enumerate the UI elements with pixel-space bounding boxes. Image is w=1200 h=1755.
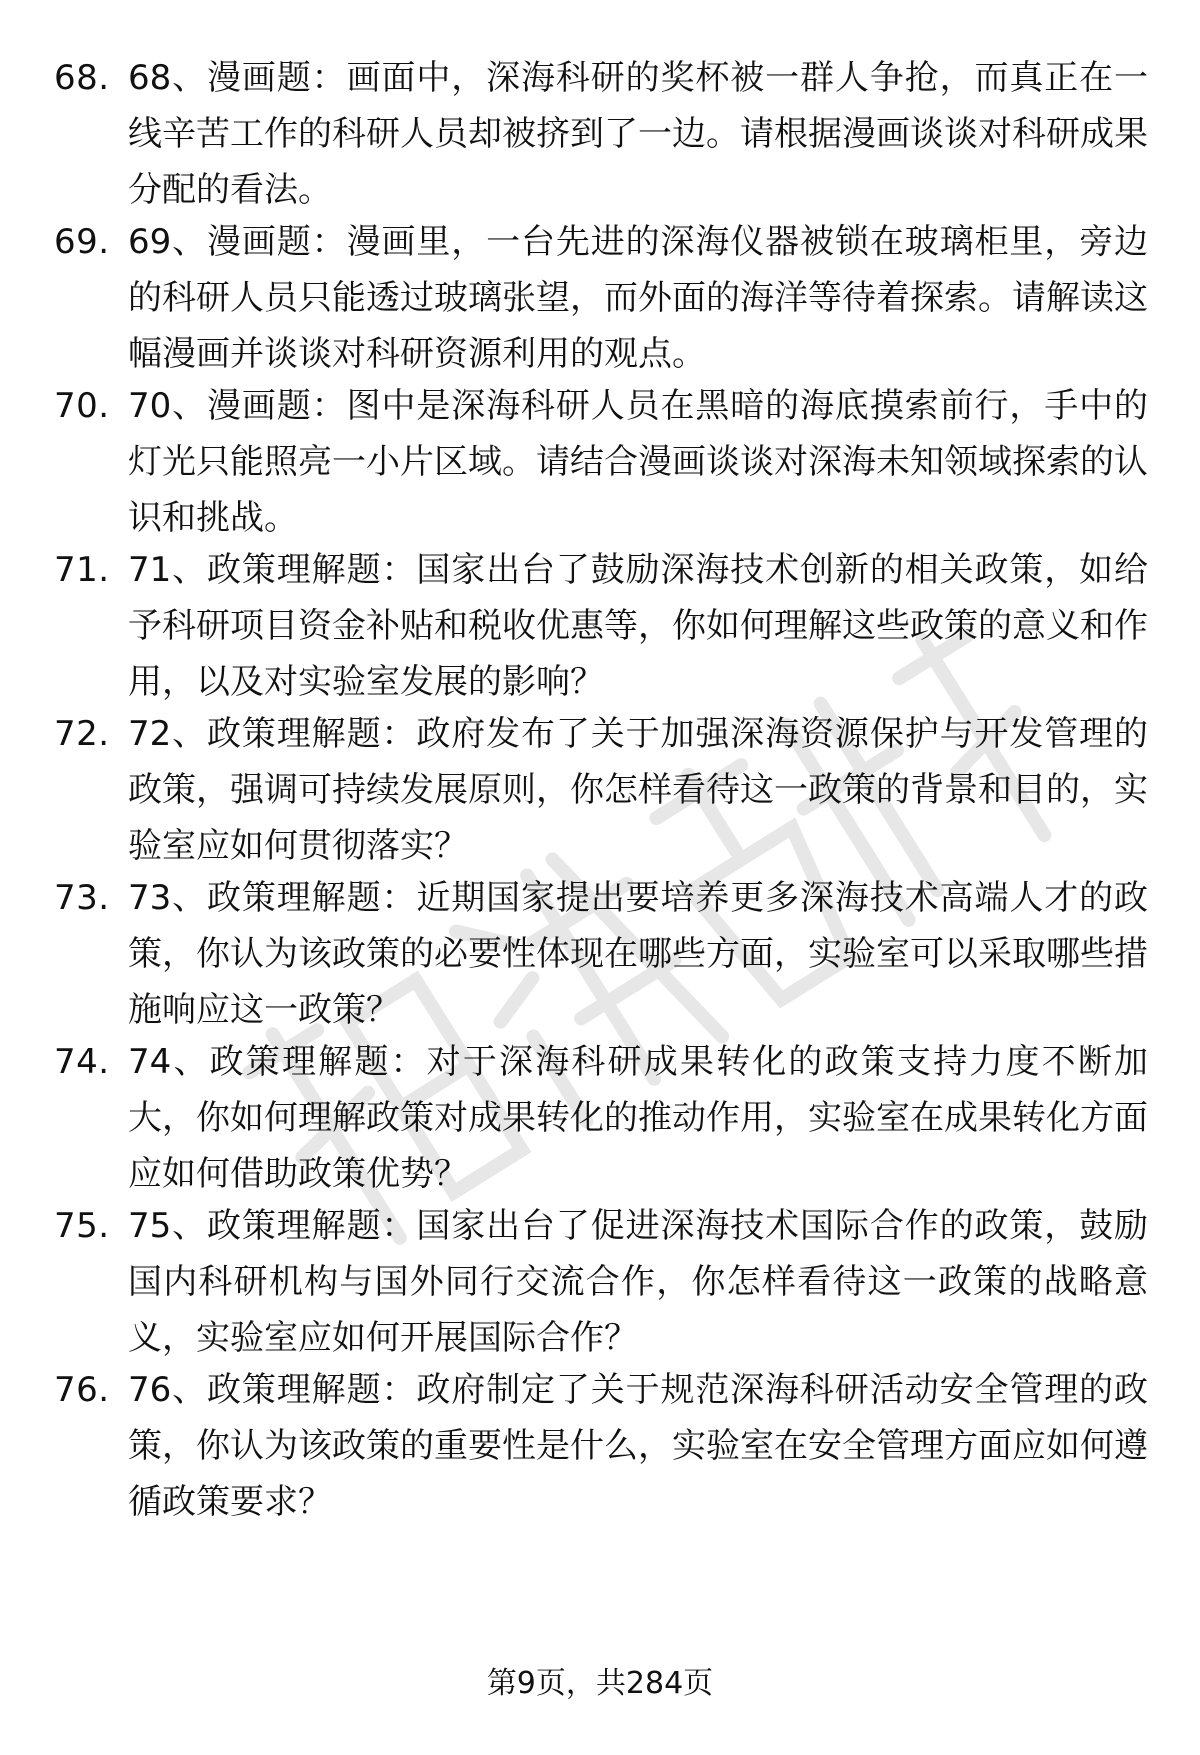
question-text: 70、漫画题：图中是深海科研人员在黑暗的海底摸索前行，手中的灯光只能照亮一小片区域。请结合漫画谈谈对深海未知领域探索的认识和挑战。 <box>128 386 1148 538</box>
question-number: 75. <box>54 1206 110 1246</box>
question-text: 76、政策理解题：政府制定了关于规范深海科研活动安全管理的政策，你认为该政策的重要性是什么，实验室在安全管理方面应如何遵循政策要求？ <box>128 1370 1148 1522</box>
question-text: 75、政策理解题：国家出台了促进深海技术国际合作的政策，鼓励国内科研机构与国外同行交流合作，你怎样看待这一政策的战略意义，实验室应如何开展国际合作？ <box>128 1206 1148 1358</box>
question-text: 73、政策理解题：近期国家提出要培养更多深海技术高端人才的政策，你认为该政策的必要性体现在哪些方面，实验室可以采取哪些措施响应这一政策？ <box>128 878 1148 1030</box>
question-number: 71. <box>54 550 110 590</box>
question-number: 72. <box>54 714 110 754</box>
question-number: 76. <box>54 1370 110 1410</box>
question-number: 73. <box>54 878 110 918</box>
page-footer: 第9页，共284页 <box>486 1666 714 1701</box>
question-text: 68、漫画题：画面中，深海科研的奖杯被一群人争抢，而真正在一线辛苦工作的科研人员却被挤到了一边。请根据漫画谈谈对科研成果分配的看法。 <box>128 58 1148 210</box>
question-text: 72、政策理解题：政府发布了关于加强深海资源保护与开发管理的政策，强调可持续发展原则，你怎样看待这一政策的背景和目的，实验室应如何贯彻落实？ <box>128 714 1148 866</box>
question-number: 70. <box>54 386 110 426</box>
question-number: 74. <box>54 1042 110 1082</box>
question-number: 68. <box>54 58 110 98</box>
question-number: 69. <box>54 222 110 262</box>
question-text: 69、漫画题：漫画里，一台先进的深海仪器被锁在玻璃柜里，旁边的科研人员只能透过玻璃张望，而外面的海洋等待着探索。请解读这幅漫画并谈谈对科研资源利用的观点。 <box>128 222 1148 374</box>
question-text: 71、政策理解题：国家出台了鼓励深海技术创新的相关政策，如给予科研项目资金补贴和税收优惠等，你如何理解这些政策的意义和作用，以及对实验室发展的影响？ <box>128 550 1148 702</box>
question-text: 74、政策理解题：对于深海科研成果转化的政策支持力度不断加大，你如何理解政策对成果转化的推动作用，实验室在成果转化方面应如何借助政策优势？ <box>128 1042 1148 1194</box>
